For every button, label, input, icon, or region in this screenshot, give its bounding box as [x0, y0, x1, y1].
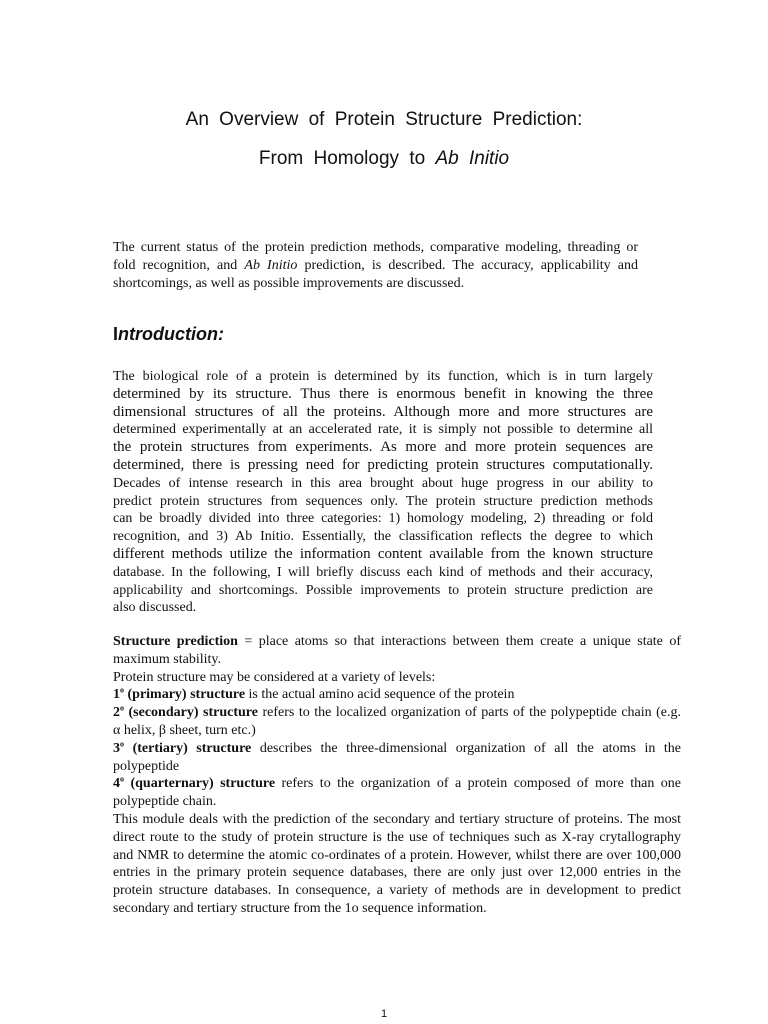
abstract — [113, 239, 638, 292]
module-line: secondary and tertiary structure from the 1o sequence information. — [113, 900, 487, 916]
intro-line: determined by its structure. Thus there is enormous benefit in knowing the three — [113, 385, 653, 402]
title-italic: Ab Initio — [435, 148, 510, 169]
level-label: 2$^o$ (secondary) structure — [113, 703, 258, 721]
intro-line: predict protein structures from sequences only. The protein structure prediction methods — [113, 493, 653, 509]
title-line-1: An Overview of Protein Structure Prediction: — [185, 109, 583, 130]
primary-structure-item — [113, 686, 681, 704]
module-line: protein structure databases. In consequence, a variety of methods are in development to predict — [113, 883, 681, 899]
intro-line: the protein structures from experiments. As more and more protein sequences are — [113, 439, 653, 456]
structure-def-text: = place atoms so that interactions between them create a unique state of — [244, 634, 682, 649]
level-text: refers to the localized organization of parts of the polypeptide chain (e.g. — [262, 705, 682, 721]
structure-definition-cont: maximum stability. — [113, 651, 221, 667]
abstract-text: prediction, is described. The accuracy, applicability and — [304, 257, 639, 273]
module-line: direct route to the study of protein structure is the use of techniques such as X-ray crytallography — [113, 829, 681, 845]
title-prefix: From Homology to — [258, 148, 426, 169]
level-text: describes the three-dimensional organization of all the atoms in the — [259, 740, 681, 756]
quaternary-structure-cont: polypeptide chain. — [113, 794, 217, 810]
structure-definition — [113, 633, 681, 651]
level-text: refers to the organization of a protein composed of more than one — [281, 776, 682, 792]
quaternary-structure-item — [113, 775, 681, 793]
abstract-text: fold recognition, and — [113, 257, 238, 273]
level-label: 1$^o$ (primary) structure — [113, 685, 246, 703]
abstract-line: shortcomings, as well as possible improvements are discussed. — [113, 275, 465, 291]
heading-initial: I — [113, 324, 119, 344]
secondary-structure-item — [113, 704, 681, 722]
abstract-italic: Ab Initio — [244, 257, 298, 273]
page-number: 1 — [380, 1008, 388, 1020]
tertiary-structure-cont: polypeptide — [113, 758, 180, 774]
introduction-paragraph — [113, 368, 653, 617]
intro-line: can be broadly divided into three categories: 1) homology modeling, 2) threading or fold — [113, 511, 653, 527]
intro-line: recognition, and 3) Ab Initio. Essentially, the classification reflects the degree to which — [113, 529, 653, 545]
module-line: This module deals with the prediction of the secondary and tertiary structure of proteins. The most — [113, 811, 681, 827]
levels-intro: Protein structure may be considered at a variety of levels: — [113, 669, 436, 685]
intro-line: The biological role of a protein is determined by its function, which is in turn largely — [113, 369, 653, 384]
intro-line: Decades of intense research in this area brought about huge progress in our ability to — [113, 475, 653, 491]
introduction-heading — [113, 324, 224, 345]
structure-section — [113, 633, 681, 918]
abstract-line — [113, 257, 638, 275]
intro-line: applicability and shortcomings. Possible improvements to protein structure prediction are — [113, 582, 653, 598]
intro-line: also discussed. — [113, 600, 197, 616]
title-line-2 — [0, 148, 768, 170]
intro-line: determined, there is pressing need for predicting protein structures computationally. — [113, 456, 653, 473]
secondary-structure-cont: α helix, β sheet, turn etc.) — [113, 722, 256, 738]
module-line: entries in the primary protein sequence databases, there are only just over 12,000 entries in the — [113, 865, 681, 881]
intro-line: different methods utilize the information content available from the known structure — [113, 545, 653, 562]
level-text: is the actual amino acid sequence of the protein — [248, 687, 515, 703]
level-label: 4$^o$ (quarternary) structure — [113, 774, 276, 792]
intro-line: dimensional structures of all the proteins. Although more and more structures are — [113, 403, 653, 420]
tertiary-structure-item — [113, 740, 681, 758]
level-label: 3$^o$ (tertiary) structure — [113, 739, 252, 756]
intro-line: database. In the following, I will briefly discuss each kind of methods and their accuracy, — [113, 564, 653, 580]
module-line: and NMR to determine the atomic co-ordinates of a protein. However, whilst there are over 100,000 — [113, 847, 681, 863]
heading-rest: ntroduction: — [118, 324, 224, 344]
intro-line: determined experimentally at an accelerated rate, it is simply not possible to determine all — [113, 422, 653, 438]
structure-label: Structure prediction — [113, 634, 238, 649]
abstract-line: The current status of the protein prediction methods, comparative modeling, threading or — [113, 240, 638, 255]
